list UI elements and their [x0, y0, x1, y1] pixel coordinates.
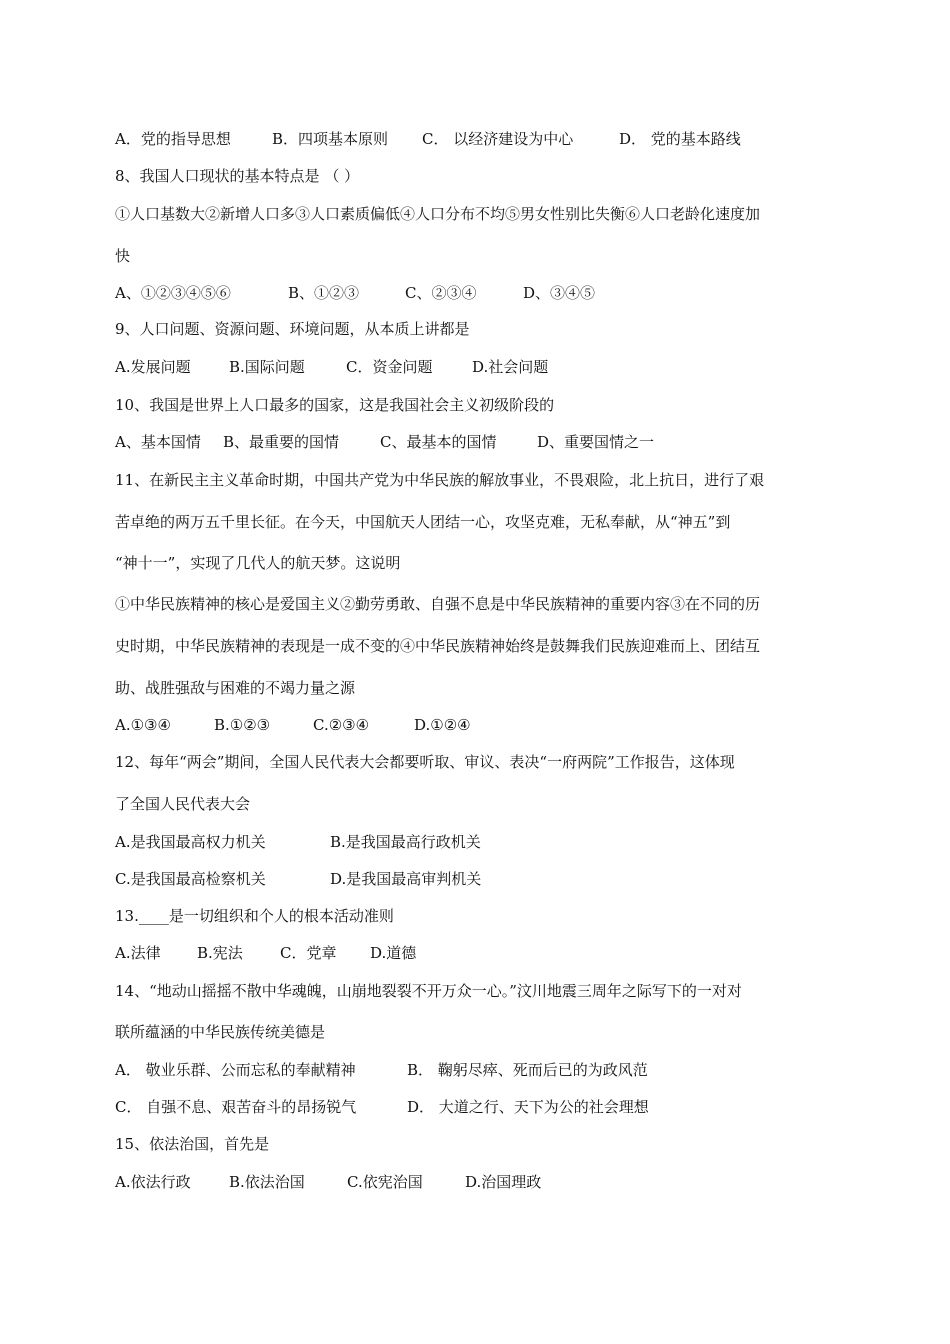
- q12-option-b: B.是我国最高行政机关: [330, 833, 481, 851]
- q13-stem: 13.____是一切组织和个人的根本活动准则: [115, 907, 394, 925]
- q9-option-b: B.国际问题: [229, 358, 305, 376]
- q11-body-line-1: ①中华民族精神的核心是爱国主义②勤劳勇敢、自强不息是中华民族精神的重要内容③在不同的历: [115, 595, 761, 613]
- q14-stem-line-2: 联所蕴涵的中华民族传统美德是: [115, 1023, 326, 1041]
- q7-option-b: B．四项基本原则: [272, 130, 389, 148]
- q13-option-a: A.法律: [115, 944, 161, 962]
- q10-option-d: D、重要国情之一: [537, 433, 655, 451]
- q10-option-c: C、最基本的国情: [380, 433, 497, 451]
- q9-option-c: C．资金问题: [346, 358, 433, 376]
- q7-option-c: C． 以经济建设为中心: [422, 130, 574, 148]
- q13-option-d: D.道德: [370, 944, 417, 962]
- q8-option-c: C、②③④: [405, 284, 477, 302]
- q14-options-row-1: [115, 1059, 840, 1081]
- q11-options: [115, 714, 840, 736]
- q8-option-a: A、①②③④⑤⑥: [115, 284, 231, 302]
- q15-options: [115, 1171, 840, 1193]
- q8-stem: 8、我国人口现状的基本特点是 （ ）: [115, 167, 360, 185]
- q15-option-d: D.治国理政: [465, 1173, 542, 1191]
- q9-option-d: D.社会问题: [472, 358, 549, 376]
- q11-body-line-2: 史时期，中华民族精神的表现是一成不变的④中华民族精神始终是鼓舞我们民族迎难而上、团结互: [115, 637, 761, 655]
- q14-option-c: C． 自强不息、艰苦奋斗的昂扬锐气: [115, 1098, 357, 1116]
- q15-stem: 15、依法治国，首先是: [115, 1135, 270, 1153]
- q11-stem-line-2: 苦卓绝的两万五千里长征。在今天，中国航天人团结一心，攻坚克难，无私奉献，从“神五”到: [115, 513, 731, 531]
- q7-option-a: A．党的指导思想: [115, 130, 231, 148]
- q12-stem-line-1: 12、每年“两会”期间，全国人民代表大会都要听取、审议、表决“一府两院”工作报告，这体现: [115, 753, 735, 771]
- q8-body-line-1: ①人口基数大②新增人口多③人口素质偏低④人口分布不均⑤男女性别比失衡⑥人口老龄化速度加: [115, 205, 761, 223]
- q13-option-c: C．党章: [280, 944, 337, 962]
- q8-options: [115, 282, 840, 304]
- q8-body-line-2: 快: [115, 247, 131, 265]
- q12-options-row-1: [115, 831, 840, 853]
- q14-option-b: B． 鞠躬尽瘁、死而后已的为政风范: [407, 1061, 648, 1079]
- q11-stem-line-3: “神十一”，实现了几代人的航天梦。这说明: [115, 554, 401, 572]
- q15-option-b: B.依法治国: [229, 1173, 305, 1191]
- q11-option-b: B.①②③: [214, 716, 271, 734]
- q8-option-b: B、①②③: [288, 284, 360, 302]
- q11-body-line-3: 助、战胜强敌与困难的不竭力量之源: [115, 679, 356, 697]
- q12-option-a: A.是我国最高权力机关: [115, 833, 266, 851]
- q9-option-a: A.发展问题: [115, 358, 191, 376]
- q12-option-c: C.是我国最高检察机关: [115, 870, 266, 888]
- q9-stem: 9、人口问题、资源问题、环境问题，从本质上讲都是: [115, 320, 470, 338]
- q15-option-a: A.依法行政: [115, 1173, 191, 1191]
- q9-options: [115, 356, 840, 378]
- q14-option-d: D． 大道之行、天下为公的社会理想: [407, 1098, 649, 1116]
- q8-option-d: D、③④⑤: [523, 284, 596, 302]
- q13-option-b: B.宪法: [197, 944, 243, 962]
- q11-option-a: A.①③④: [115, 716, 171, 734]
- q10-stem: 10、我国是世界上人口最多的国家，这是我国社会主义初级阶段的: [115, 396, 555, 414]
- q11-stem-line-1: 11、在新民主主义革命时期，中国共产党为中华民族的解放事业，不畏艰险，北上抗日，进行了艰: [115, 471, 765, 489]
- q15-option-c: C.依宪治国: [347, 1173, 423, 1191]
- q7-option-d: D． 党的基本路线: [619, 130, 741, 148]
- q10-options: [115, 431, 840, 453]
- q10-option-b: B、最重要的国情: [223, 433, 340, 451]
- q7-options: [115, 128, 840, 150]
- q13-options: [115, 942, 840, 964]
- q14-options-row-2: [115, 1096, 840, 1118]
- q12-stem-line-2: 了全国人民代表大会: [115, 795, 251, 813]
- q12-options-row-2: [115, 868, 840, 890]
- q10-option-a: A、基本国情: [115, 433, 201, 451]
- q14-stem-line-1: 14、“地动山摇摇不散中华魂魄，山崩地裂裂不开万众一心。”汶川地震三周年之际写下的一对对: [115, 982, 742, 1000]
- q12-option-d: D.是我国最高审判机关: [330, 870, 482, 888]
- q11-option-c: C.②③④: [313, 716, 370, 734]
- q11-option-d: D.①②④: [414, 716, 471, 734]
- q14-option-a: A． 敬业乐群、公而忘私的奉献精神: [115, 1061, 356, 1079]
